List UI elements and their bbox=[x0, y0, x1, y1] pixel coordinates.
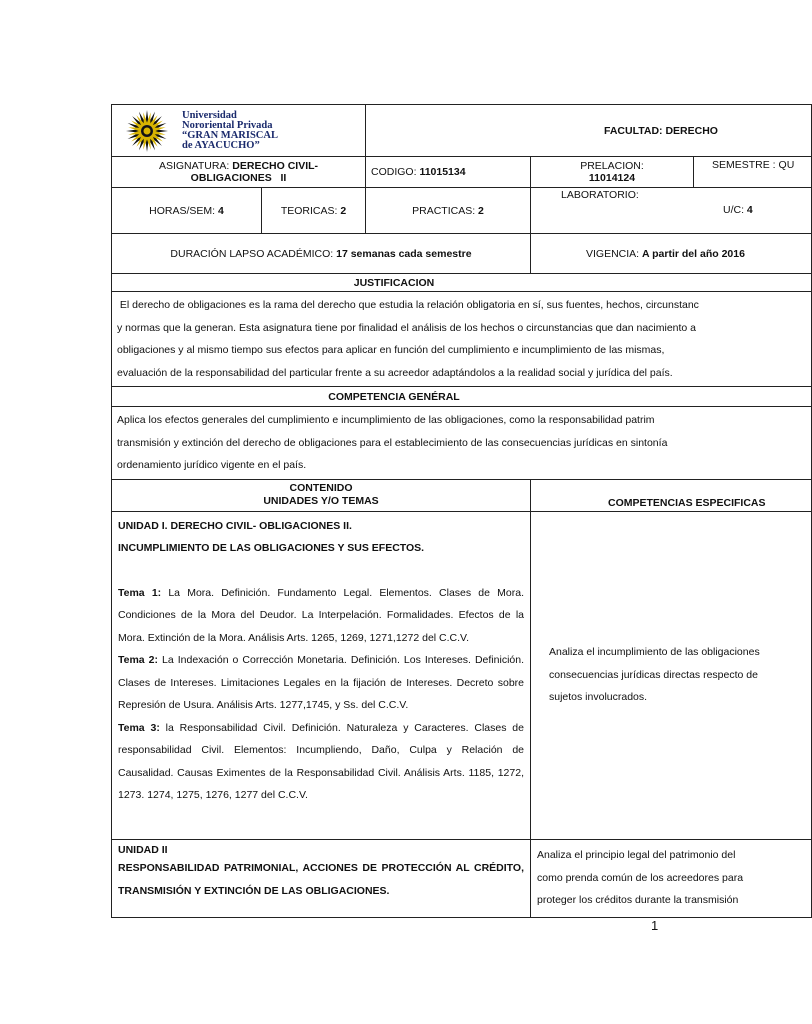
general-competence-line: ordenamiento jurídico vigente en el país. bbox=[117, 459, 307, 471]
topic-1-text: La Mora. Definición. Fundamento Legal. Elementos. Clases de Mora. Condiciones de la Mora del Deudor. La Interpelación. Formalidades. Efectos de la Mora. Extinción de la Mora. Análisis Arts. 1265, 1269, 1271,1272 del C.C.V. bbox=[118, 586, 524, 644]
unit-1-content bbox=[112, 511, 531, 839]
validity-label: VIGENCIA: bbox=[586, 247, 640, 260]
unit-2-title: UNIDAD II bbox=[118, 843, 168, 856]
unit-1-topic-2 bbox=[118, 649, 524, 717]
justification-line: obligaciones y al mismo tiempo sus efectos para aplicar en función del cumplimiento e incumplimiento de las mismas, bbox=[117, 344, 665, 356]
unit-1-competence-line: consecuencias jurídicas directas respecto de bbox=[549, 668, 758, 681]
sunburst-logo-icon bbox=[114, 108, 180, 154]
practice-value: 2 bbox=[478, 204, 484, 217]
unit-2-competence bbox=[531, 839, 812, 917]
lab-uc-cell bbox=[531, 188, 812, 234]
general-competence-body bbox=[112, 407, 812, 480]
duration-value: 17 semanas cada semestre bbox=[336, 247, 472, 260]
syllabus-table bbox=[111, 104, 812, 918]
faculty-cell bbox=[366, 105, 812, 157]
subject-label: ASIGNATURA: bbox=[158, 160, 230, 172]
subject-cell bbox=[112, 157, 366, 188]
specific-competence-header: COMPETENCIAS ESPECIFICAS bbox=[531, 479, 812, 511]
page-number: 1 bbox=[651, 918, 659, 933]
unit-2-content bbox=[112, 839, 531, 917]
justification-body bbox=[112, 292, 812, 387]
unit-2-subtitle: RESPONSABILIDAD PATRIMONIAL, ACCIONES DE PROTECCIÓN AL CRÉDITO, TRANSMISIÓN Y EXTINCIÓN DE LAS OBLIGACIONES. bbox=[118, 861, 524, 897]
uc-wrap bbox=[723, 204, 753, 216]
code-cell bbox=[366, 157, 531, 188]
university-logo bbox=[112, 108, 365, 154]
general-competence-title: COMPETENCIA GENÉRAL bbox=[112, 387, 812, 407]
practice-cell bbox=[366, 188, 531, 234]
justification-title: JUSTIFICACION bbox=[112, 274, 812, 292]
unit-1-title: UNIDAD I. DERECHO CIVIL- OBLIGACIONES II. bbox=[118, 519, 352, 532]
uc-label: U/C: bbox=[723, 204, 744, 216]
theory-label: TEORICAS: bbox=[280, 204, 338, 217]
university-name: Universidad Nororiental Privada “GRAN MARISCAL de AYACUCHO” bbox=[182, 109, 278, 151]
prelation-value: 11014124 bbox=[588, 172, 636, 184]
semester-cell bbox=[694, 157, 812, 188]
duration-cell bbox=[112, 234, 531, 274]
lab-label: LABORATORIO: bbox=[561, 189, 639, 201]
unit-1-subtitle: INCUMPLIMIENTO DE LAS OBLIGACIONES Y SUS EFECTOS. bbox=[118, 542, 425, 554]
faculty-value: DERECHO bbox=[665, 124, 718, 137]
subject-value-2: OBLIGACIONES II bbox=[190, 172, 287, 184]
prelation-cell bbox=[531, 157, 694, 188]
duration-label: DURACIÓN LAPSO ACADÉMICO: bbox=[170, 247, 334, 260]
content-header-line1: CONTENIDO bbox=[289, 482, 353, 494]
code-value: 11015134 bbox=[419, 166, 466, 178]
hours-value: 4 bbox=[218, 204, 224, 217]
topic-3-label: Tema 3: bbox=[118, 721, 160, 734]
unit-1-competence-line: Analiza el incumplimiento de las obligaciones bbox=[549, 646, 760, 659]
justification-line: El derecho de obligaciones es la rama del derecho que estudia la relación obligatoria en sí, sus fuentes, hechos, circunstanc bbox=[117, 299, 699, 311]
code-label: CODIGO: bbox=[371, 166, 417, 178]
unit-2-competence-line: como prenda común de los acreedores para bbox=[537, 871, 744, 884]
topic-2-text: La Indexación o Corrección Monetaria. Definición. Los Intereses. Definición. Clases de Intereses. Limitaciones Legales en la fijación de Intereses. Decreto sobre Represión de Usura. Análisis Arts. 1277,1745, y Ss. del C.C.V. bbox=[118, 654, 524, 711]
justification-line: y normas que la generan. Esta asignatura tiene por finalidad el análisis de los hechos o circunstancias que dan nacimiento a bbox=[117, 321, 697, 334]
unit-2-competence-line: Analiza el principio legal del patrimonio del bbox=[537, 849, 736, 862]
topic-1-label: Tema 1: bbox=[118, 586, 162, 599]
topic-2-label: Tema 2: bbox=[118, 654, 159, 666]
theory-cell bbox=[262, 188, 366, 234]
semester-label: SEMESTRE : bbox=[712, 159, 776, 171]
content-header-line2: UNIDADES Y/O TEMAS bbox=[263, 495, 379, 507]
unit-1-competence bbox=[531, 511, 812, 839]
justification-line: evaluación de la responsabilidad del particular frente a su acreedor adaptándolos a la realidad social y jurídica del país. bbox=[117, 366, 673, 379]
unit-1-topic-1 bbox=[118, 582, 524, 650]
hours-cell bbox=[112, 188, 262, 234]
topic-3-text: la Responsabilidad Civil. Definición. Naturaleza y Caracteres. Clases de responsabilidad Civil. Elementos: Incumpliendo, Daño, Culpa y Relación de Causalidad. Causas Eximentes de la Responsabilidad Civil. Análisis Arts. 1185, 1272, 1273. 1274, 1275, 1276, 1277 del C.C.V. bbox=[118, 721, 524, 801]
general-competence-line: transmisión y extinción del derecho de obligaciones para el establecimiento de las consecuencias jurídicas en sintonía bbox=[117, 436, 668, 449]
university-logo-cell bbox=[112, 105, 366, 157]
theory-value: 2 bbox=[340, 204, 347, 217]
validity-cell bbox=[531, 234, 812, 274]
content-header bbox=[112, 479, 531, 511]
uc-value: 4 bbox=[746, 204, 753, 216]
unit-2-competence-line: proteger los créditos durante la transmisión bbox=[537, 894, 739, 907]
subject-value-1: DERECHO CIVIL- bbox=[232, 160, 319, 172]
faculty-label: FACULTAD: bbox=[604, 124, 663, 137]
semester-value: QU bbox=[778, 159, 795, 171]
practice-label: PRACTICAS: bbox=[412, 204, 476, 217]
hours-label: HORAS/SEM: bbox=[149, 204, 216, 217]
general-competence-line: Aplica los efectos generales del cumplimiento e incumplimiento de las obligaciones, como la responsabilidad patrim bbox=[117, 414, 655, 426]
validity-value: A partir del año 2016 bbox=[642, 247, 745, 260]
unit-1-competence-line: sujetos involucrados. bbox=[549, 691, 648, 704]
prelation-label: PRELACION: bbox=[580, 160, 644, 172]
unit-1-topic-3 bbox=[118, 717, 524, 807]
